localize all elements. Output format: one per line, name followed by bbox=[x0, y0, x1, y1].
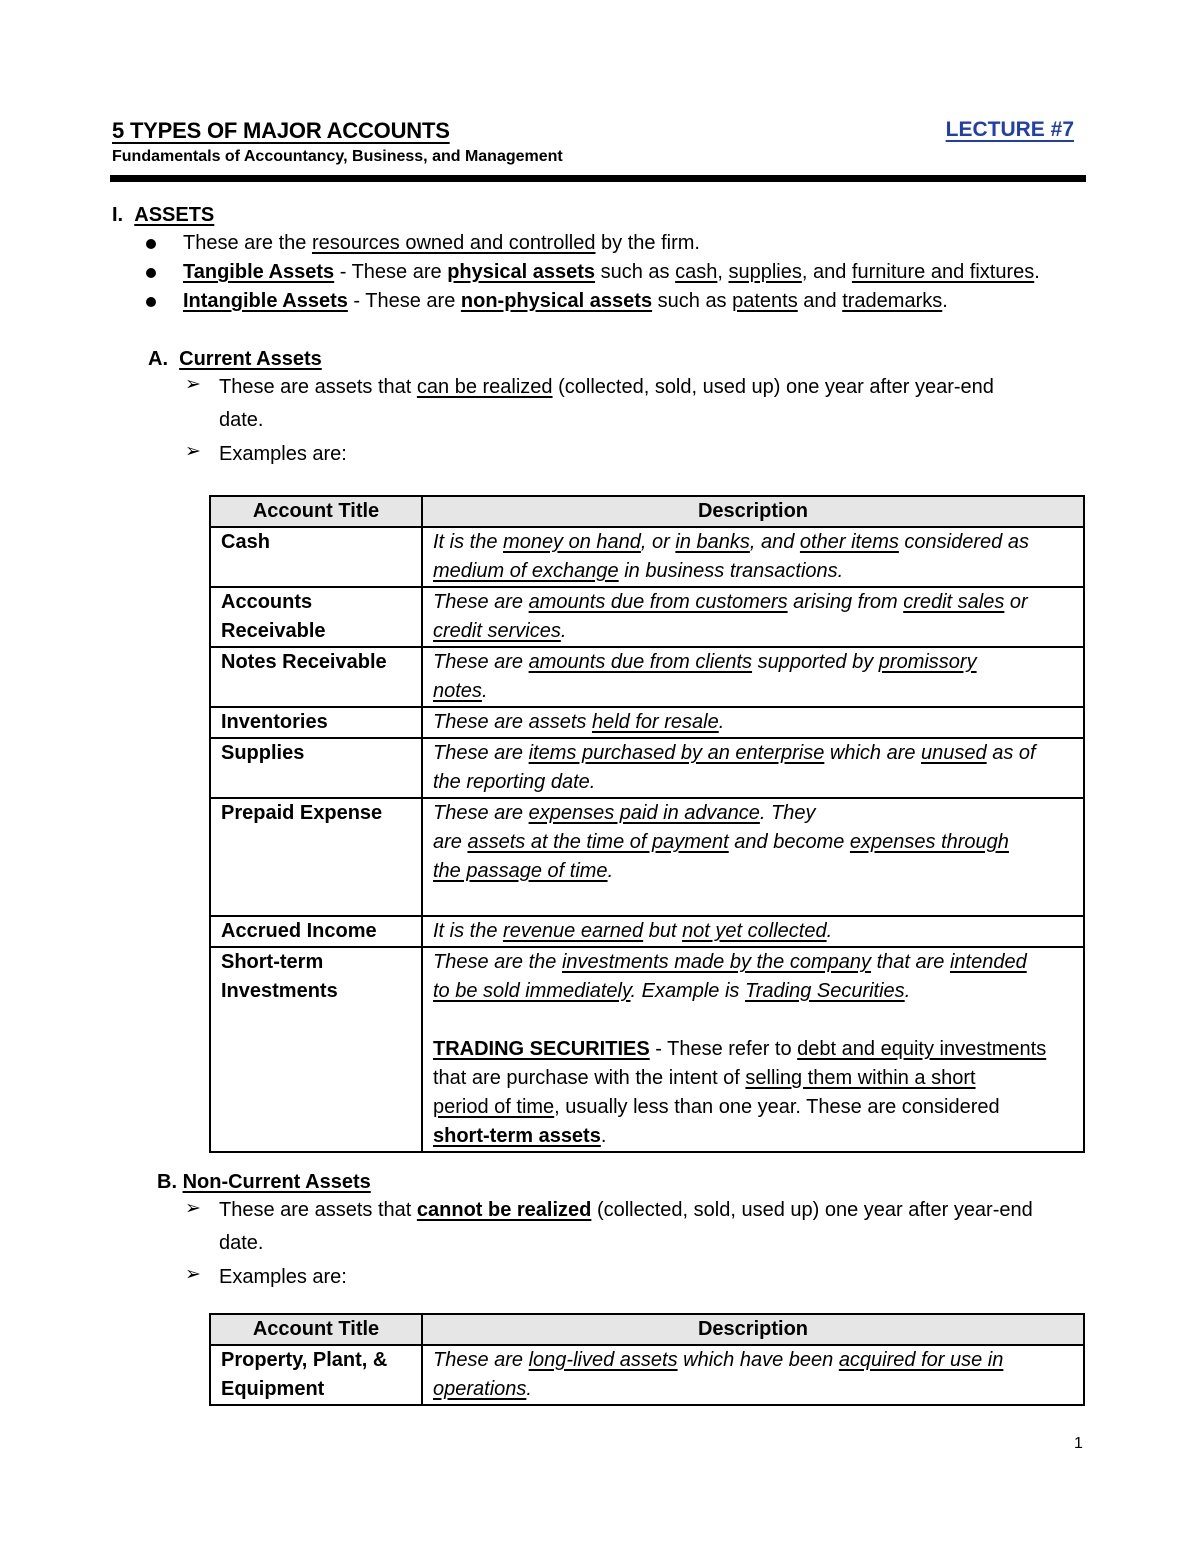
table-row bbox=[210, 527, 1084, 587]
noncurrent-definition: These are assets that cannot be realized (collected, sold, used up) one year after year-end bbox=[219, 1199, 1033, 1221]
account-description: It is the money on hand, or in banks, and other items considered as medium of exchange in business transactions. bbox=[422, 527, 1084, 587]
header-divider bbox=[110, 175, 1086, 182]
column-header-description: Description bbox=[422, 496, 1084, 527]
page-number: 1 bbox=[1074, 1435, 1083, 1452]
account-description: These are items purchased by an enterprise which are unused as of the reporting date. bbox=[422, 738, 1084, 798]
account-description: These are assets held for resale. bbox=[422, 707, 1084, 738]
account-title: Short-term Investments bbox=[210, 947, 422, 1152]
table-row bbox=[210, 1345, 1084, 1405]
table-header-row bbox=[210, 1314, 1084, 1345]
section-heading-assets: I. ASSETS bbox=[112, 204, 215, 226]
account-title: Property, Plant, & Equipment bbox=[210, 1345, 422, 1405]
account-description: These are the investments made by the company that are intended to be sold immediately. Example is Trading Securities. TRADING SECURITIES - These refer to debt and equity investments that are purchase with the intent of selling them within a short period of time, usually less than one year. These are considered short-term assets. bbox=[422, 947, 1084, 1152]
account-description: It is the revenue earned but not yet collected. bbox=[422, 916, 1084, 947]
lecture-number: LECTURE #7 bbox=[945, 118, 1074, 141]
subsection-heading-noncurrent: B. Non-Current Assets bbox=[157, 1171, 371, 1193]
assets-bullet-3: Intangible Assets - These are non-physical assets such as patents and trademarks. bbox=[183, 290, 948, 312]
current-definition-cont: date. bbox=[219, 409, 264, 431]
table-row bbox=[210, 947, 1084, 1152]
assets-bullet-2: Tangible Assets - These are physical assets such as cash, supplies, and furniture and fixtures. bbox=[183, 261, 1040, 283]
current-examples-label: Examples are: bbox=[219, 443, 347, 465]
noncurrent-examples-label: Examples are: bbox=[219, 1266, 347, 1288]
table-row bbox=[210, 916, 1084, 947]
account-description: These are expenses paid in advance. They are assets at the time of payment and become expenses through the passage of time. bbox=[422, 798, 1084, 916]
account-description: These are long-lived assets which have been acquired for use in operations. bbox=[422, 1345, 1084, 1405]
arrow-bullet-icon: ➢ bbox=[185, 441, 201, 462]
table-row bbox=[210, 587, 1084, 647]
document-title: 5 TYPES OF MAJOR ACCOUNTS bbox=[112, 118, 450, 143]
current-assets-table bbox=[209, 495, 1085, 1153]
course-subtitle: Fundamentals of Accountancy, Business, and Management bbox=[112, 148, 563, 165]
account-description: These are amounts due from customers arising from credit sales or credit services. bbox=[422, 587, 1084, 647]
account-title: Accounts Receivable bbox=[210, 587, 422, 647]
account-title: Cash bbox=[210, 527, 422, 587]
table-row bbox=[210, 647, 1084, 707]
noncurrent-definition-cont: date. bbox=[219, 1232, 264, 1254]
account-title: Supplies bbox=[210, 738, 422, 798]
current-definition: These are assets that can be realized (collected, sold, used up) one year after year-end bbox=[219, 376, 994, 398]
arrow-bullet-icon: ➢ bbox=[185, 374, 201, 395]
column-header-description: Description bbox=[422, 1314, 1084, 1345]
table-header-row bbox=[210, 496, 1084, 527]
bullet-icon bbox=[146, 297, 156, 307]
bullet-icon bbox=[146, 239, 156, 249]
noncurrent-assets-table bbox=[209, 1313, 1085, 1406]
column-header-account-title: Account Title bbox=[210, 1314, 422, 1345]
table-row bbox=[210, 707, 1084, 738]
assets-bullet-1: These are the resources owned and controlled by the firm. bbox=[183, 232, 700, 254]
account-title: Prepaid Expense bbox=[210, 798, 422, 916]
account-title: Accrued Income bbox=[210, 916, 422, 947]
account-description: These are amounts due from clients supported by promissory notes. bbox=[422, 647, 1084, 707]
subsection-heading-current: A. Current Assets bbox=[148, 348, 322, 370]
account-title: Notes Receivable bbox=[210, 647, 422, 707]
arrow-bullet-icon: ➢ bbox=[185, 1198, 201, 1219]
table-row bbox=[210, 738, 1084, 798]
bullet-icon bbox=[146, 268, 156, 278]
account-title: Inventories bbox=[210, 707, 422, 738]
arrow-bullet-icon: ➢ bbox=[185, 1264, 201, 1285]
table-row bbox=[210, 798, 1084, 916]
column-header-account-title: Account Title bbox=[210, 496, 422, 527]
